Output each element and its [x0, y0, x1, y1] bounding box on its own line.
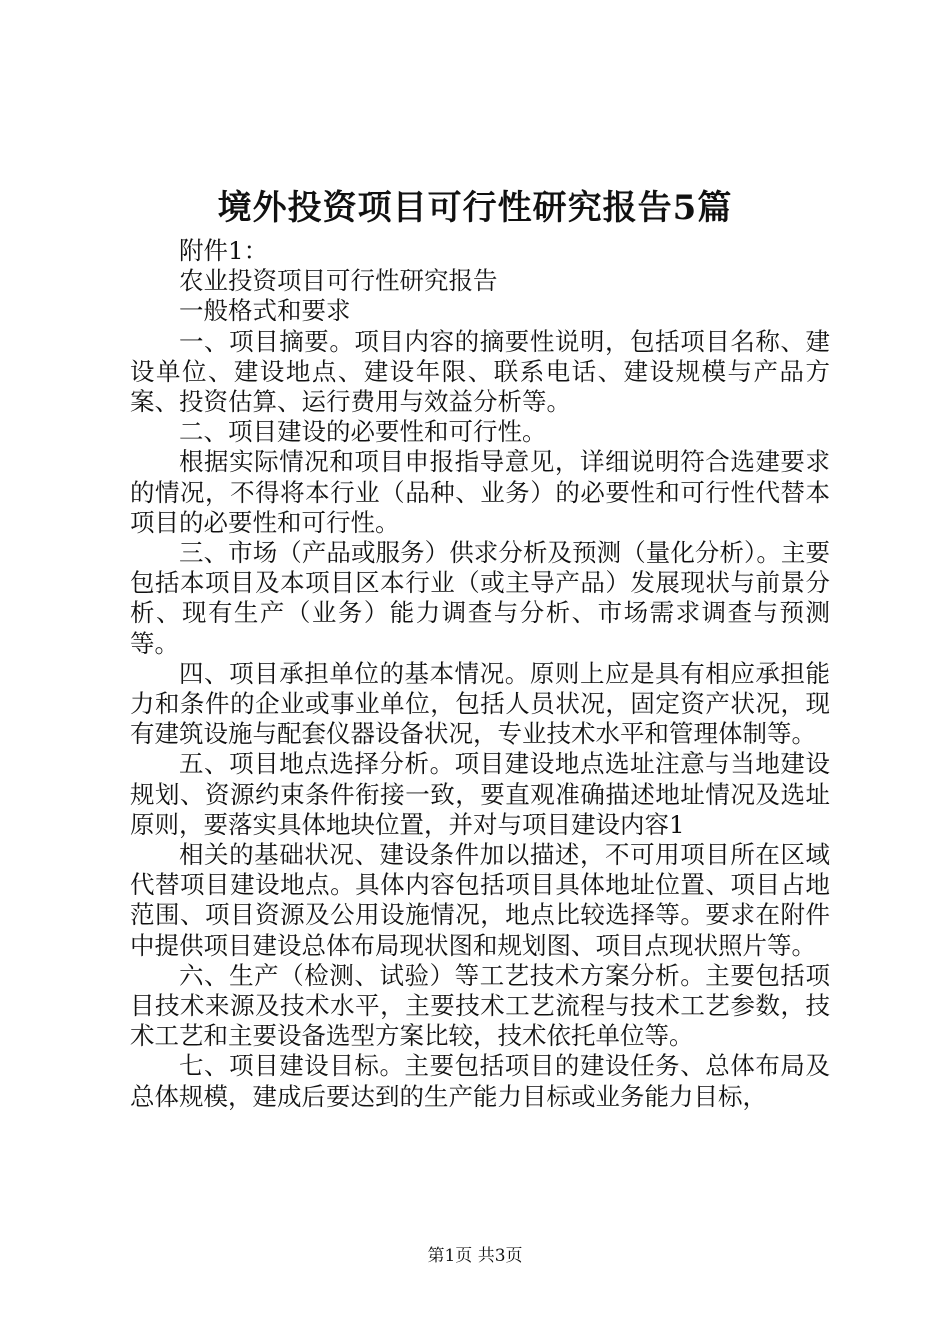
paragraph-report-name: 农业投资项目可行性研究报告 [179, 266, 498, 296]
paragraph-section-4: 四、项目承担单位的基本情况。原则上应是具有相应承担能力和条件的企业或事业单位，包括人员状况，固定资产状况，现有建筑设施与配套仪器设备状况，专业技术水平和管理体制等。 [130, 658, 830, 749]
paragraph-section-6: 六、生产（检测、试验）等工艺技术方案分析。主要包括项目技术来源及技术水平，主要技术工艺流程与技术工艺参数，技术工艺和主要设备选型方案比较，技术依托单位等。 [130, 960, 830, 1051]
document-body [130, 236, 830, 1112]
paragraph-section-7: 七、项目建设目标。主要包括项目的建设任务、总体布局及总体规模，建成后要达到的生产能力目标或业务能力目标， [130, 1051, 830, 1111]
paragraph-attachment: 附件1： [179, 236, 269, 265]
paragraph-format-heading: 一般格式和要求 [179, 296, 351, 326]
paragraph-section-3: 三、市场（产品或服务）供求分析及预测（量化分析）。主要包括本项目及本项目区本行业（或主导产品）发展现状与前景分析、现有生产（业务）能力调查与分析、市场需求调查与预测等。 [130, 538, 830, 658]
document-title: 境外投资项目可行性研究报告5篇 [217, 188, 733, 228]
page-footer: 第1页 共3页 [427, 1246, 523, 1266]
paragraph-section-2-detail: 根据实际情况和项目申报指导意见，详细说明符合选建要求的情况，不得将本行业（品种、业务）的必要性和可行性代替本项目的必要性和可行性。 [130, 447, 830, 537]
paragraph-section-2: 二、项目建设的必要性和可行性。 [179, 417, 547, 447]
paragraph-section-5: 五、项目地点选择分析。项目建设地点选址注意与当地建设规划、资源约束条件衔接一致，要直观准确描述地址情况及选址原则，要落实具体地块位置，并对与项目建设内容1 [130, 749, 830, 839]
paragraph-section-1: 一、项目摘要。项目内容的摘要性说明，包括项目名称、建设单位、建设地点、建设年限、联系电话、建设规模与产品方案、投资估算、运行费用与效益分析等。 [130, 326, 830, 417]
paragraph-section-5-continued: 相关的基础状况、建设条件加以描述，不可用项目所在区域代替项目建设地点。具体内容包括项目具体地址位置、项目占地范围、项目资源及公用设施情况，地点比较选择等。要求在附件中提供项目建设总体布局现状图和规划图、项目点现状照片等。 [130, 840, 830, 960]
